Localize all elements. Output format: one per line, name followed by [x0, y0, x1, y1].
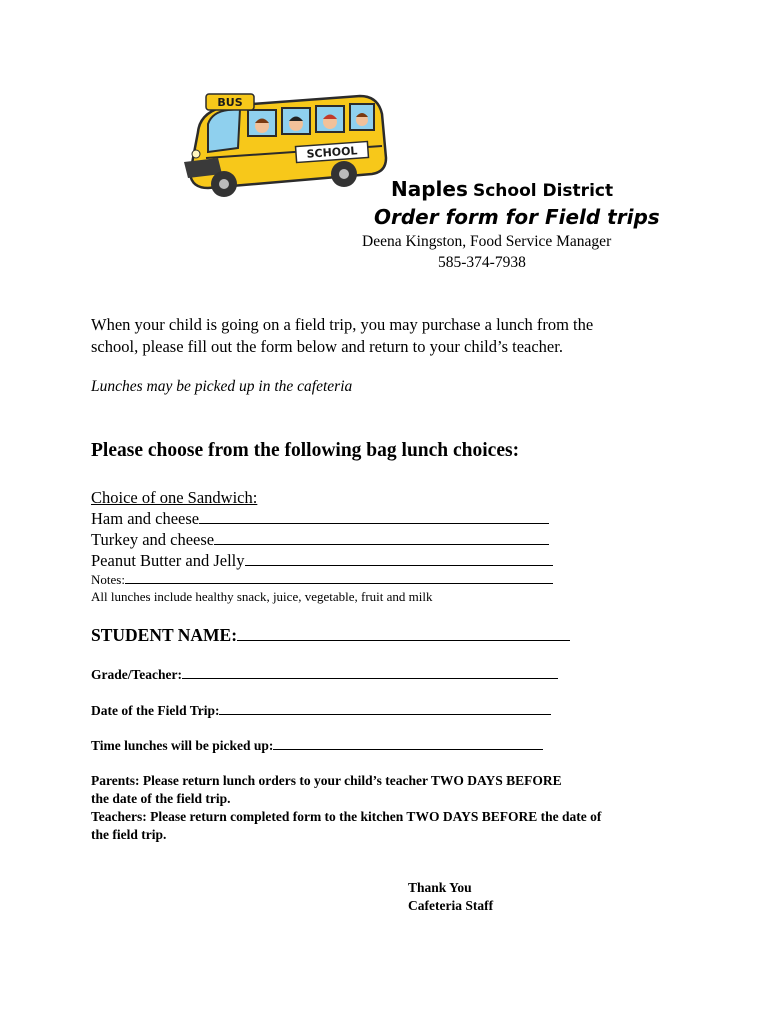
district-heading	[391, 177, 613, 201]
pickup-time-field	[91, 738, 543, 754]
school-bus-logo	[178, 92, 390, 200]
student-name-field	[91, 625, 570, 646]
contact-phone: 585-374-7938	[438, 254, 526, 271]
pickup-time-label: Time lunches will be picked up:	[91, 738, 274, 753]
option-turkey-label: Turkey and cheese	[91, 530, 215, 549]
grade-teacher-field	[91, 667, 558, 683]
option-pbj-label: Peanut Butter and Jelly	[91, 551, 245, 570]
grade-teacher-label: Grade/Teacher:	[91, 667, 182, 682]
bus-windshield	[208, 109, 240, 152]
bus-roof-label: BUS	[217, 96, 243, 109]
notes-field	[91, 572, 553, 588]
notes-label: Notes:	[91, 572, 125, 587]
option-turkey	[91, 530, 549, 550]
parents-instruction-2: the date of the field trip.	[91, 791, 231, 806]
option-ham-blank[interactable]	[199, 522, 549, 524]
includes-note: All lunches include healthy snack, juice, vegetable, fruit and milk	[91, 589, 433, 604]
signoff-staff: Cafeteria Staff	[408, 898, 494, 913]
district-name: Naples	[391, 177, 468, 201]
trip-date-field	[91, 703, 551, 719]
option-turkey-blank[interactable]	[214, 543, 549, 545]
grade-teacher-blank[interactable]	[182, 677, 558, 679]
option-pbj	[91, 551, 553, 571]
form-title: Order form for Field trips	[374, 205, 660, 229]
student-name-label: STUDENT NAME:	[91, 625, 238, 645]
parents-instruction-1: Parents: Please return lunch orders to your child’s teacher TWO DAYS BEFORE	[91, 773, 562, 788]
trip-date-label: Date of the Field Trip:	[91, 703, 220, 718]
choices-heading: Please choose from the following bag lunch choices:	[91, 440, 520, 461]
contact-name: Deena Kingston, Food Service Manager	[362, 233, 612, 250]
option-ham-label: Ham and cheese	[91, 509, 200, 528]
student-name-blank[interactable]	[237, 639, 570, 641]
pickup-note: Lunches may be picked up in the cafeteria	[91, 378, 353, 395]
district-suffix: School District	[472, 181, 614, 201]
teachers-instruction-1: Teachers: Please return completed form to the kitchen TWO DAYS BEFORE the date of	[91, 809, 602, 824]
signoff-thanks: Thank You	[408, 880, 472, 895]
pickup-time-blank[interactable]	[273, 748, 543, 750]
teachers-instruction-2: the field trip.	[91, 827, 167, 842]
intro-line-2: school, please fill out the form below and return to your child’s teacher.	[91, 337, 563, 356]
notes-blank[interactable]	[125, 582, 553, 584]
headlight	[192, 150, 200, 158]
option-pbj-blank[interactable]	[245, 564, 553, 566]
trip-date-blank[interactable]	[219, 713, 551, 715]
bus-side-label: SCHOOL	[306, 144, 358, 161]
option-ham	[91, 509, 549, 529]
intro-line-1: When your child is going on a field trip, you may purchase a lunch from the	[91, 315, 594, 334]
sandwich-label: Choice of one Sandwich:	[91, 488, 258, 507]
